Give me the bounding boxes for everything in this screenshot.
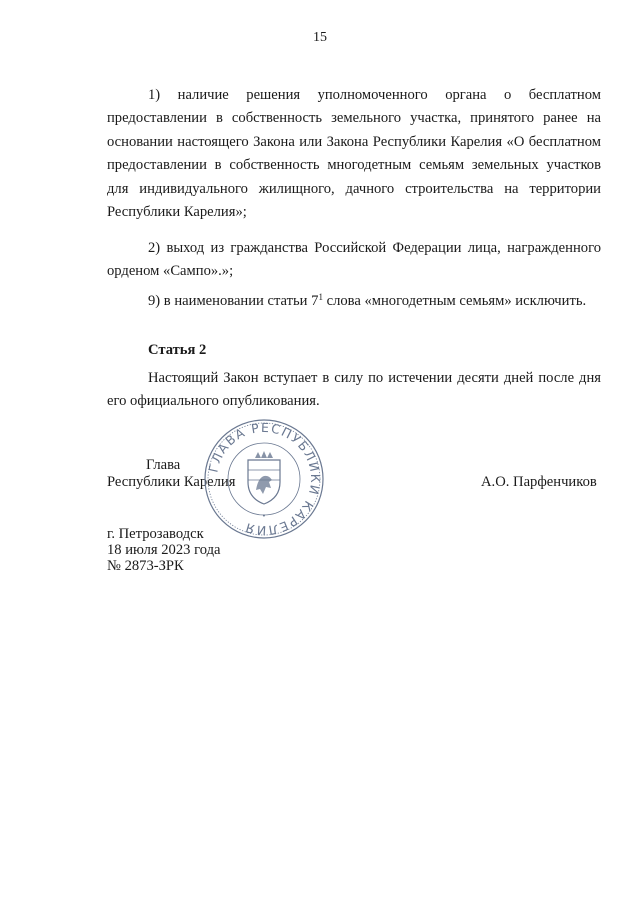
amendment-item-1: 1) наличие решения уполномоченного органа о бесплатном предоставлении в собственность земельного участка, принятого ранее на основании настоящего Закона или Закона Республики Карелия «О бесплатном предоставлении в собственность многодетным семьям земельных участков для индивидуального жилищного, дачного строительства на территории Республики Карелия»; bbox=[107, 87, 601, 221]
article-heading: Статья 2 bbox=[148, 342, 207, 358]
page-number: 15 bbox=[313, 30, 327, 45]
svg-text:•: • bbox=[261, 512, 267, 520]
place-of-signing: г. Петрозаводск bbox=[107, 526, 204, 542]
seal-text: ГЛАВА РЕСПУБЛИКИ КАРЕЛИЯ bbox=[205, 419, 324, 539]
signatory-title-line2: Республики Карелия bbox=[107, 474, 236, 490]
signatory-title-line1: Глава bbox=[146, 457, 181, 473]
official-seal bbox=[203, 418, 325, 540]
article-superscript: 1 bbox=[318, 292, 323, 302]
coat-of-arms-icon bbox=[248, 451, 280, 504]
item-9-text-start: 9) в наименовании статьи 7 bbox=[148, 293, 319, 309]
signatory-name: А.О. Парфенчиков bbox=[481, 474, 597, 490]
seal-graphic bbox=[203, 418, 325, 540]
date-of-signing: 18 июля 2023 года bbox=[107, 542, 221, 558]
law-number: № 2873-ЗРК bbox=[107, 558, 184, 574]
amendment-item-9 bbox=[107, 290, 601, 313]
item-9-text-end: слова «многодетным семьям» исключить. bbox=[322, 293, 587, 309]
amendment-item-2: 2) выход из гражданства Российской Федерации лица, награжденного орденом «Сампо».»; bbox=[107, 240, 601, 280]
article-text: Настоящий Закон вступает в силу по истечении десяти дней после дня его официального опубликования. bbox=[107, 370, 601, 410]
